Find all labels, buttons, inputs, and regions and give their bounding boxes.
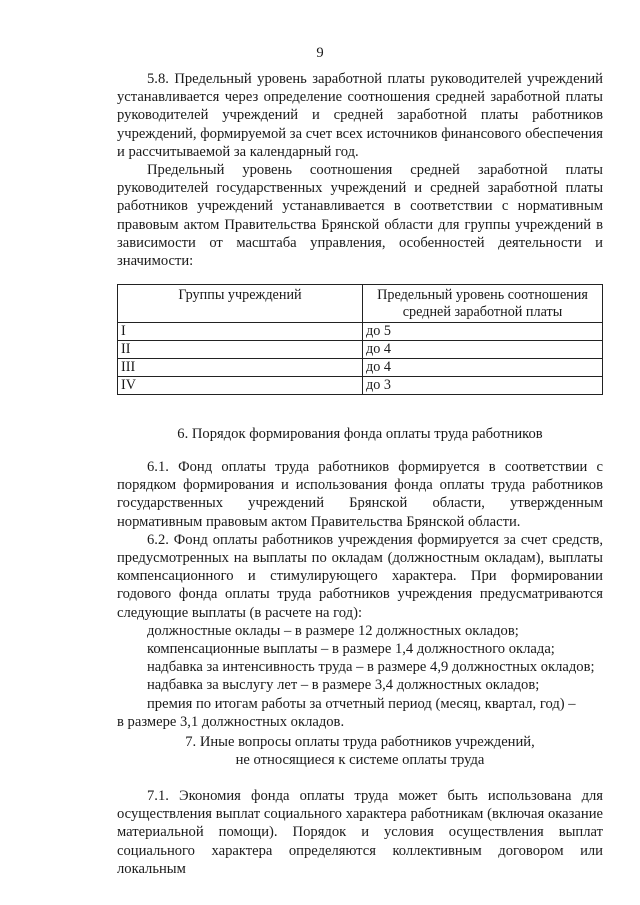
section-7-heading: [117, 733, 603, 769]
section-7: [117, 787, 603, 878]
paragraph-5-8: 5.8. Предельный уровень заработной платы руководителей учреждений устанавливается через определение соотношения средней заработной платы руководителей учреждений и средней заработной платы работников учреждений, формируемой за счет всех источников финансового обеспечения и рассчитываемой за календарный год.: [117, 71, 603, 160]
table-cell-ratio: до 3: [363, 377, 603, 395]
table-cell-ratio: до 4: [363, 359, 603, 377]
table-cell-group: IV: [118, 377, 363, 395]
table-cell-group: III: [118, 359, 363, 377]
section-6-heading: 6. Порядок формирования фонда оплаты труда работников: [177, 426, 543, 442]
paragraph-6-1: 6.1. Фонд оплаты труда работников формируется в соответствии с порядком формирования и использования фонда оплаты труда работников государственных учреждений Брянской области, утвержденным нормативным правовым актом Правительства Брянской области.: [117, 459, 603, 530]
list-item: надбавка за интенсивность труда – в размере 4,9 должностных окладов;: [147, 659, 595, 676]
section-6: [117, 458, 603, 731]
table-header-groups: Группы учреждений: [118, 285, 363, 323]
list-item-bonus: премия по итогам работы за отчетный период (месяц, квартал, год) –: [147, 695, 576, 712]
table-cell-ratio: до 5: [363, 323, 603, 341]
table-row: [118, 359, 603, 377]
section-7-heading-line1: 7. Иные вопросы оплаты труда работников учреждений,: [185, 734, 535, 750]
list-item: надбавка за выслугу лет – в размере 3,4 должностных окладов;: [147, 677, 540, 694]
table-row: [118, 323, 603, 341]
table-cell-ratio: до 4: [363, 341, 603, 359]
section-5-8: [117, 70, 603, 270]
page-number: 9: [316, 45, 324, 61]
table-cell-group: II: [118, 341, 363, 359]
table-header-ratio: Предельный уровень соотношения средней заработной платы: [363, 285, 603, 323]
table-row: [118, 377, 603, 395]
list-item: должностные оклады – в размере 12 должностных окладов;: [147, 622, 519, 639]
section-7-heading-line2: не относящиеся к системе оплаты труда: [235, 752, 485, 769]
ratio-table: [117, 284, 603, 395]
paragraph-7-1: 7.1. Экономия фонда оплаты труда может быть использована для осуществления выплат социального характера работникам (включая оказание материальной помощи). Порядок и условия осуществления выплат социального характера определяются коллективным договором или локальным: [117, 788, 603, 877]
table-cell-group: I: [118, 323, 363, 341]
table-row: [118, 341, 603, 359]
list-item: компенсационные выплаты – в размере 1,4 должностного оклада;: [147, 641, 555, 658]
list-item-bonus-cont: в размере 3,1 должностных окладов.: [117, 713, 345, 730]
table-header-row: [118, 285, 603, 323]
paragraph-5-8-limit: Предельный уровень соотношения средней заработной платы руководителей государственных учреждений и средней заработной платы работников учреждений устанавливается в соответствии с нормативным правовым актом Правительства Брянской области для группы учреждений в зависимости от масштаба управления, особенностей деятельности и значимости:: [117, 162, 603, 270]
paragraph-6-2: 6.2. Фонд оплаты работников учреждения формируется за счет средств, предусмотренных на выплаты по окладам (должностным окладам), выплаты компенсационного и стимулирующего характера. При формировании годового фонда оплаты труда работников учреждения предусматриваются следующие выплаты (в расчете на год):: [117, 531, 603, 621]
